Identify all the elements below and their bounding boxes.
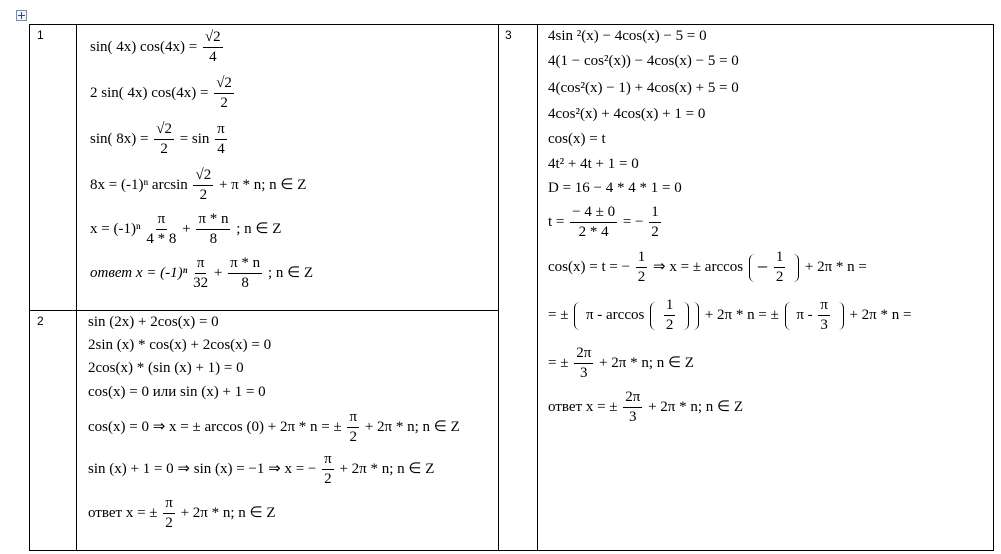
formula-line-answer: ответ x = ± $\frac{2\pi}{3}$ + 2π * n; n ∈ Z (548, 389, 744, 425)
table-border-right (993, 24, 994, 551)
formula-line: 2sin (x) * cos(x) + 2cos(x) = 0 (88, 337, 272, 353)
formula-line: t = $\frac{- 4 \pm 0}{2 * 4}$ = − $\frac{1}{2}$ (548, 204, 659, 240)
cell-number-1: 1 (37, 28, 44, 42)
formula-line: sin (2x) + 2cos(x) = 0 (88, 314, 219, 330)
formula-line: sin (x) + 1 = 0 ⇒ sin (x) = −1 ⇒ x = − $\frac{\pi}{2}$ + 2π * n; n ∈ Z (88, 451, 435, 487)
formula-line: 2cos(x) * (sin (x) + 1) = 0 (88, 360, 244, 376)
table-border-left (29, 24, 30, 551)
formula-line: 4sin ²(x) − 4cos(x) − 5 = 0 (548, 28, 707, 44)
formula-line: 8x = (-1)ⁿ arcsin $\frac{√2}{2}$ + π * n; n ∈ Z (90, 167, 307, 203)
formula-line: 4t² + 4t + 1 = 0 (548, 156, 639, 172)
formula-line-answer: ответ x = ± $\frac{\pi}{2}$ + 2π * n; n ∈ Z (88, 495, 276, 531)
formula-line-answer: ответ x = (-1)ⁿ $\frac{\pi}{32}$ + $\frac{\pi * n}{8}$ ; n ∈ Z (90, 255, 314, 291)
formula-line: D = 16 − 4 * 4 * 1 = 0 (548, 180, 682, 196)
formula-line: cos(x) = 0 или sin (x) + 1 = 0 (88, 384, 266, 400)
table-row-divider (29, 310, 499, 311)
formula-line: = ± $\frac{2\pi}{3}$ + 2π * n; n ∈ Z (548, 345, 694, 381)
table-col-divider-1 (76, 24, 77, 551)
formula-line: 4(1 − cos²(x)) − 4cos(x) − 5 = 0 (548, 53, 739, 69)
formula-line: sin( 4x) cos(4x) = $\frac{√2}{4}$ (90, 29, 221, 65)
table-col-divider-3 (537, 24, 538, 551)
formula-line: cos(x) = t (548, 131, 606, 147)
cell-number-2: 2 (37, 314, 44, 328)
formula-line: cos(x) = 0 ⇒ x = ± arccos (0) + 2π * n = ± $\frac{\pi}{2}$ + 2π * n; n ∈ Z (88, 409, 460, 445)
table-border-top (29, 24, 994, 25)
table-border-bottom (29, 550, 994, 551)
formula-line: 4(cos²(x) − 1) + 4cos(x) + 5 = 0 (548, 80, 739, 96)
formula-line: = ± π - arccos $\frac{1}{2}$ + 2π * n = ± π - $\frac{\pi}{3}$ + 2π * n = (548, 297, 912, 333)
formula-line: cos(x) = t = − $\frac{1}{2}$ ⇒ x = ± arccos − $\frac{1}{2}$ + 2π * n = (548, 249, 867, 285)
formula-line: sin( 8x) = $\frac{√2}{2}$ = sin $\frac{\pi}{4}$ (90, 121, 225, 157)
formula-line: 4cos²(x) + 4cos(x) + 1 = 0 (548, 106, 706, 122)
table-col-divider-2 (498, 24, 499, 551)
table-move-handle-icon[interactable] (16, 10, 27, 21)
formula-line: 2 sin( 4x) cos(4x) = $\frac{√2}{2}$ (90, 75, 232, 111)
cell-number-3: 3 (505, 28, 512, 42)
formula-line: x = (-1)ⁿ $\frac{\pi}{4 * 8}$ + $\frac{\pi * n}{8}$ ; n ∈ Z (90, 211, 282, 247)
